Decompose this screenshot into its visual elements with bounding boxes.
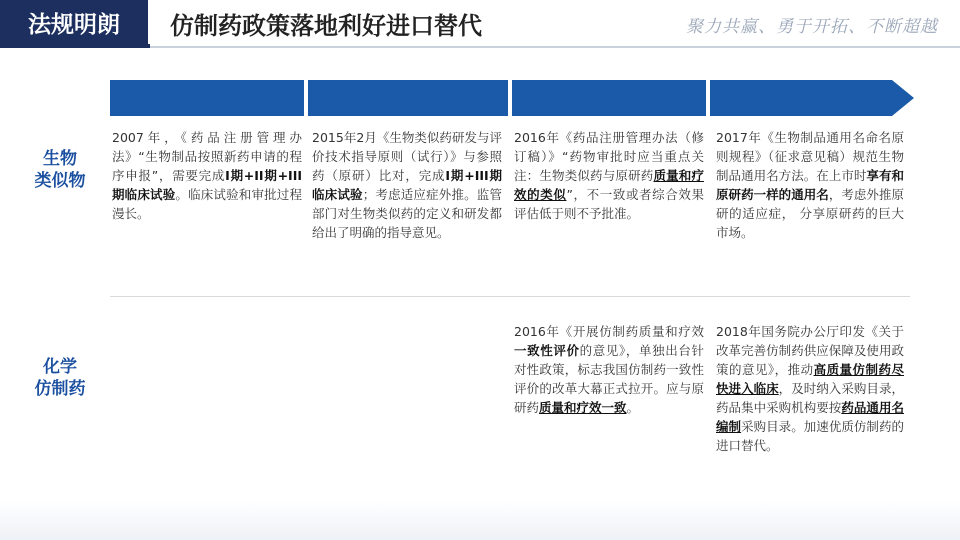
- highlight-text: 药品通用名编制: [716, 400, 904, 434]
- body-text: ”，不一致或者综合效果评估低于则不予批准。: [514, 187, 704, 221]
- cell-bio-2007: [112, 128, 302, 223]
- cell-bio-2017: [716, 128, 904, 242]
- timeline-segment-1: [110, 80, 304, 116]
- cell-bio-2016: [514, 128, 704, 223]
- body-text: 。: [626, 400, 640, 415]
- row-label-biosimilar: [20, 148, 100, 192]
- slogan: 聚力共赢、勇于开拓、不断超越: [686, 17, 938, 37]
- body-text: 的意见》，单独出台针对性政策，标志我国仿制药一致性评价的改革大幕正式拉开。应与原研药: [514, 343, 704, 415]
- row-label-line: 类似物: [34, 171, 86, 191]
- row-label-line: 生物: [43, 149, 77, 169]
- highlight-text: I期+III期临床试验: [312, 168, 502, 202]
- body-text: 2007年，《药品注册管理办法》“生物制品按照新药申请的程序申报”，需要完成: [112, 130, 302, 183]
- highlight-text: I期+II期+III期临床试验: [112, 168, 302, 202]
- cell-bio-2015: [312, 128, 502, 242]
- timeline-header-bar: [110, 80, 914, 116]
- timeline-segment-4: [710, 80, 892, 116]
- timeline-segment-2: [308, 80, 508, 116]
- title-underline: [150, 46, 960, 48]
- highlight-text: 一致性评价: [514, 343, 580, 358]
- highlight-text: 质量和疗效一致: [539, 400, 627, 415]
- body-text: ，考虑外推原研的适应症， 分享原研药的巨大市场。: [716, 187, 904, 240]
- cell-chem-2016: [514, 322, 704, 417]
- title-underline-accent: [0, 44, 150, 48]
- body-text: 2015年2月《生物类似药研发与评价技术指导原则（试行）》与参照药（原研）比对，完成: [312, 130, 502, 183]
- body-text: 2016年《药品注册管理办法（修订稿）》“药物审批时应当重点关注：生物类似药与原研药: [514, 130, 704, 183]
- body-text: 2017年《生物制品通用名命名原则规程》（征求意见稿）规范生物制品通用名方法。在上市时: [716, 130, 904, 183]
- highlight-text: 高质量仿制药尽快进入临床: [716, 362, 904, 396]
- timeline-segment-3: [512, 80, 706, 116]
- timeline-arrow-icon: [892, 80, 914, 116]
- highlight-text: 享有和原研药一样的通用名: [716, 168, 904, 202]
- body-text: ；考虑适应症外推。监管部门对生物类似药的定义和研发都给出了明确的指导意见。: [312, 187, 502, 240]
- body-text: 2018年国务院办公厅印发《关于改革完善仿制药供应保障及使用政策的意见》，推动: [716, 324, 904, 377]
- row-label-line: 化学: [43, 357, 77, 377]
- body-text: 2016年《开展仿制药质量和疗效: [514, 324, 704, 339]
- body-text: 采购目录。加速优质仿制药的进口替代。: [716, 419, 904, 453]
- row-label-line: 仿制药: [34, 379, 86, 399]
- page-title: 仿制药政策落地利好进口替代: [170, 12, 482, 40]
- section-tag: 法规明朗: [0, 0, 148, 44]
- title-bar: [0, 0, 960, 46]
- highlight-text: 质量和疗效的类似: [514, 168, 704, 202]
- body-text: 。临床试验和审批过程漫长。: [112, 187, 302, 221]
- row-label-chemical-generic: [20, 356, 100, 400]
- cell-chem-2018: [716, 322, 904, 455]
- row-divider: [110, 296, 910, 297]
- bottom-fade: [0, 500, 960, 540]
- body-text: ，及时纳入采购目录，药品集中采购机构要按: [716, 381, 904, 415]
